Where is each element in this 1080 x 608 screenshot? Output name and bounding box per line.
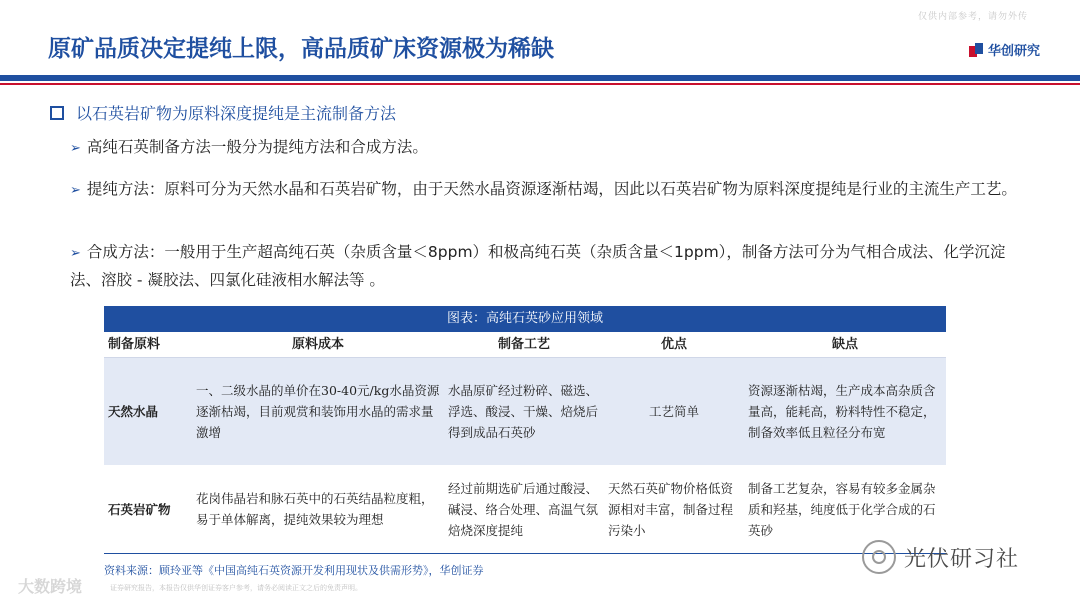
arrow-bullet-icon: ➢ <box>70 246 81 261</box>
cell-pros: 工艺简单 <box>648 404 699 419</box>
arrow-bullet-icon: ➢ <box>70 183 81 198</box>
table-row <box>104 465 946 554</box>
source-note: 资料来源：顾玲亚等《中国高纯石英资源开发利用现状及供需形势》，华创证券 <box>104 564 484 577</box>
brand-logo <box>969 40 1040 59</box>
column-header: 制备工艺 <box>497 337 550 352</box>
cell-process: 经过前期选矿后通过酸浸、碱浸、络合处理、高温气氛焙烧深度提纯 <box>448 480 599 538</box>
disclaimer: 证券研究报告，本报告仅供华创证券客户参考，请务必阅读正文之后的免责声明。 <box>110 584 362 592</box>
column-header: 优点 <box>660 337 687 352</box>
header-rule-blue <box>0 75 1080 81</box>
bullet-item <box>70 239 1020 294</box>
header-rule-red <box>0 83 1080 85</box>
bullet-text: 提纯方法：原料可分为天然水晶和石英岩矿物，由于天然水晶资源逐渐枯竭，因此以石英岩矿物为原料深度提纯是行业的主流生产工艺。 <box>86 180 1017 198</box>
bullet-text: 合成方法：一般用于生产超高纯石英（杂质含量＜8ppm）和极高纯石英（杂质含量＜1ppm），制备方法可分为气相合成法、化学沉淀法、溶胶 - 凝胶法、四氯化硅液相水解法等 。 <box>70 243 1006 289</box>
table-row <box>104 358 946 465</box>
table-header-row <box>104 332 946 358</box>
watermark-right <box>862 540 1019 574</box>
bullet-item <box>70 134 1020 162</box>
cell-cons: 制备工艺复杂，容易有较多金属杂质和羟基，纯度低于化学合成的石英砂 <box>748 480 936 538</box>
cell-pros: 天然石英矿物价格低资源相对丰富，制备过程污染小 <box>608 480 734 538</box>
logo-mark-icon <box>969 43 983 57</box>
column-header: 制备原料 <box>108 337 161 352</box>
section-subtitle-text: 以石英岩矿物为原料深度提纯是主流制备方法 <box>76 104 397 123</box>
cell-process: 水晶原矿经过粉碎、磁选、浮选、酸浸、干燥、焙烧后得到成品石英砂 <box>448 383 599 440</box>
wechat-icon <box>862 540 896 574</box>
page-title: 原矿品质决定提纯上限，高品质矿床资源极为稀缺 <box>48 36 554 62</box>
cell-material: 天然水晶 <box>108 404 159 419</box>
watermark-left: 大数跨境 <box>18 577 83 596</box>
column-header: 原料成本 <box>291 337 344 352</box>
comparison-table <box>104 306 946 554</box>
square-bullet-icon <box>50 106 64 120</box>
cell-material: 石英岩矿物 <box>108 501 171 517</box>
cell-cost: 一、二级水晶的单价在30-40元/kg水晶资源逐渐枯竭，目前观赏和装饰用水晶的需求量激增 <box>196 383 440 440</box>
cell-cons: 资源逐渐枯竭，生产成本高杂质含量高，能耗高，粉料特性不稳定，制备效率低且粒径分布宽 <box>748 383 936 440</box>
table-caption: 图表：高纯石英砂应用领域 <box>104 306 946 332</box>
bullet-item <box>70 176 1020 204</box>
column-header: 缺点 <box>831 337 858 352</box>
logo-text: 华创研究 <box>987 44 1040 59</box>
confidential-notice: 仅供内部参考，请勿外传 <box>917 12 1028 22</box>
section-subtitle <box>50 101 396 124</box>
arrow-bullet-icon: ➢ <box>70 141 81 156</box>
cell-cost: 花岗伟晶岩和脉石英中的石英结晶粒度粗，易于单体解离，提纯效果较为理想 <box>196 491 434 527</box>
watermark-right-text: 光伏研习社 <box>904 546 1020 572</box>
bullet-text: 高纯石英制备方法一般分为提纯方法和合成方法。 <box>86 138 428 156</box>
